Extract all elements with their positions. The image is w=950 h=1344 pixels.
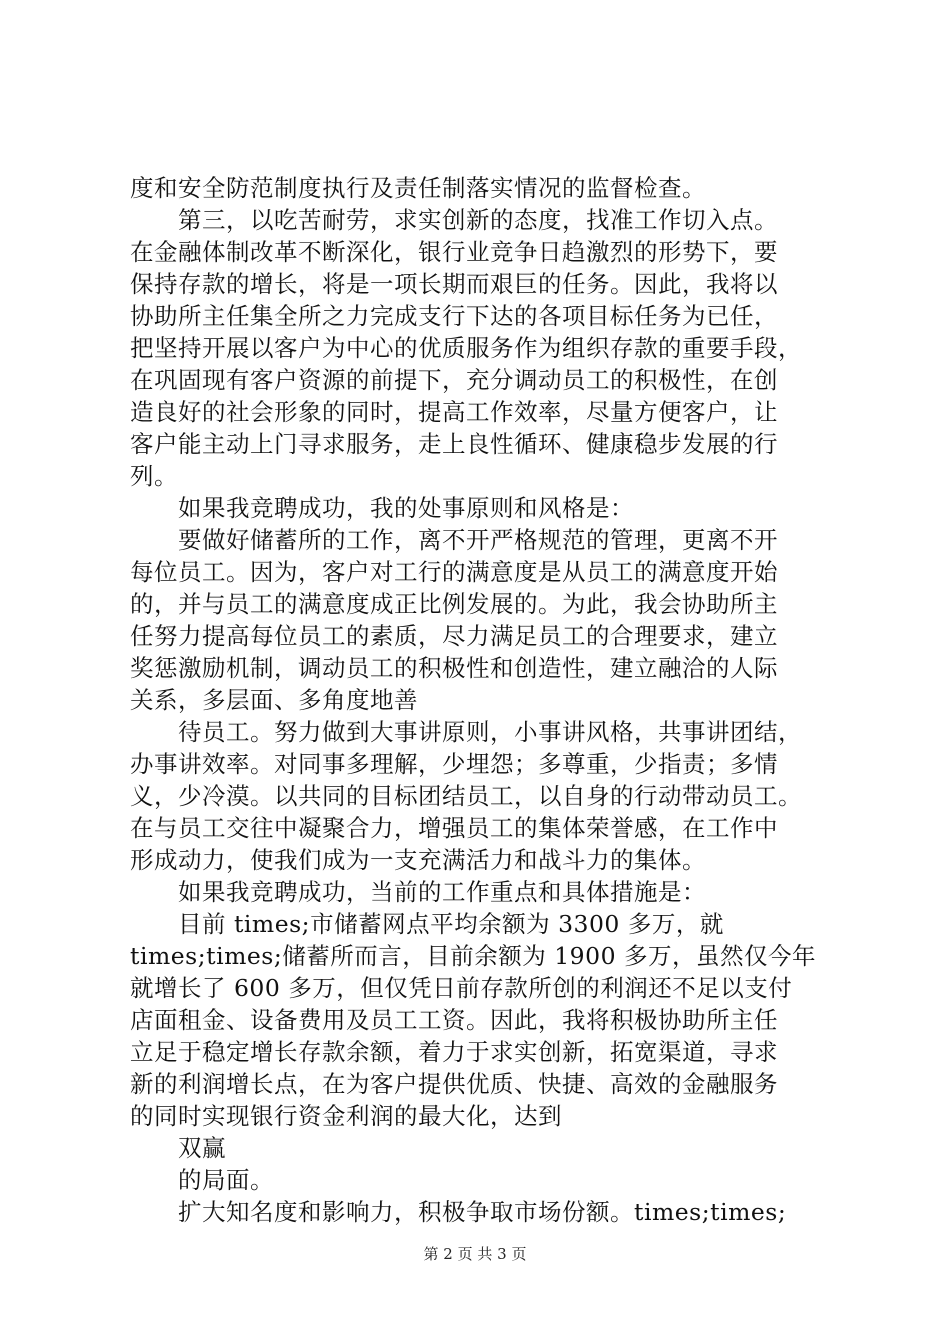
body-text-line: 客户能主动上门寻求服务，走上良性循环、健康稳步发展的行	[130, 430, 778, 458]
body-text-line: 在巩固现有客户资源的前提下，充分调动员工的积极性，在创	[130, 366, 778, 394]
body-text-line: 每位员工。因为，客户对工行的满意度是从员工的满意度开始	[130, 558, 778, 586]
body-text-line: 造良好的社会形象的同时，提高工作效率，尽量方便客户，让	[130, 398, 778, 426]
body-text-line: 双赢	[130, 1134, 226, 1162]
body-text-line: 的同时实现银行资金利润的最大化，达到	[130, 1102, 562, 1130]
body-text-line: 第三，以吃苦耐劳，求实创新的态度，找准工作切入点。	[130, 206, 778, 234]
body-text-line: 的，并与员工的满意度成正比例发展的。为此，我会协助所主	[130, 590, 778, 618]
body-text-line: 要做好储蓄所的工作，离不开严格规范的管理，更离不开	[130, 526, 778, 554]
body-text-line: 待员工。努力做到大事讲原则，小事讲风格，共事讲团结，	[130, 718, 802, 746]
body-text-line: 度和安全防范制度执行及责任制落实情况的监督检查。	[130, 174, 706, 202]
body-text-line: 如果我竞聘成功，当前的工作重点和具体措施是：	[130, 878, 706, 906]
body-text-line: 新的利润增长点，在为客户提供优质、快捷、高效的金融服务	[130, 1070, 778, 1098]
body-text-line: 办事讲效率。对同事多理解，少埋怨；多尊重，少指责；多情	[130, 750, 778, 778]
body-text-line: 形成动力，使我们成为一支充满活力和战斗力的集体。	[130, 846, 706, 874]
body-text-line: 立足于稳定增长存款余额，着力于求实创新，拓宽渠道，寻求	[130, 1038, 778, 1066]
body-text-line: 就增长了 600 多万，但仅凭日前存款所创的利润还不足以支付	[130, 974, 793, 1002]
body-text-line: 在与员工交往中凝聚合力，增强员工的集体荣誉感，在工作中	[130, 814, 778, 842]
body-text-line: 奖惩激励机制，调动员工的积极性和创造性，建立融洽的人际	[130, 654, 778, 682]
body-text-line: 把坚持开展以客户为中心的优质服务作为组织存款的重要手段，	[130, 334, 802, 362]
page-footer: 第 2 页 共 3 页	[423, 1245, 527, 1263]
body-text-line: 在金融体制改革不断深化，银行业竞争日趋激烈的形势下，要	[130, 238, 778, 266]
body-text-line: 义，少冷漠。以共同的目标团结员工，以自身的行动带动员工。	[130, 782, 802, 810]
body-text-line: 目前 times;市储蓄网点平均余额为 3300 多万，就	[130, 910, 724, 938]
body-text-line: 关系，多层面、多角度地善	[130, 686, 418, 714]
body-text-line: 如果我竞聘成功，我的处事原则和风格是：	[130, 494, 634, 522]
body-text-line: 的局面。	[130, 1166, 274, 1194]
body-text-line: 店面租金、设备费用及员工工资。因此，我将积极协助所主任	[130, 1006, 778, 1034]
body-text-line: times;times;储蓄所而言，目前余额为 1900 多万，虽然仅今年	[130, 942, 817, 970]
body-text-line: 列。	[130, 462, 178, 490]
body-text-line: 任努力提高每位员工的素质，尽力满足员工的合理要求，建立	[130, 622, 778, 650]
body-text-line: 保持存款的增长，将是一项长期而艰巨的任务。因此，我将以	[130, 270, 778, 298]
body-text-line: 协助所主任集全所之力完成支行下达的各项目标任务为已任，	[130, 302, 778, 330]
body-text-line: 扩大知名度和影响力，积极争取市场份额。times;times;	[130, 1198, 787, 1226]
